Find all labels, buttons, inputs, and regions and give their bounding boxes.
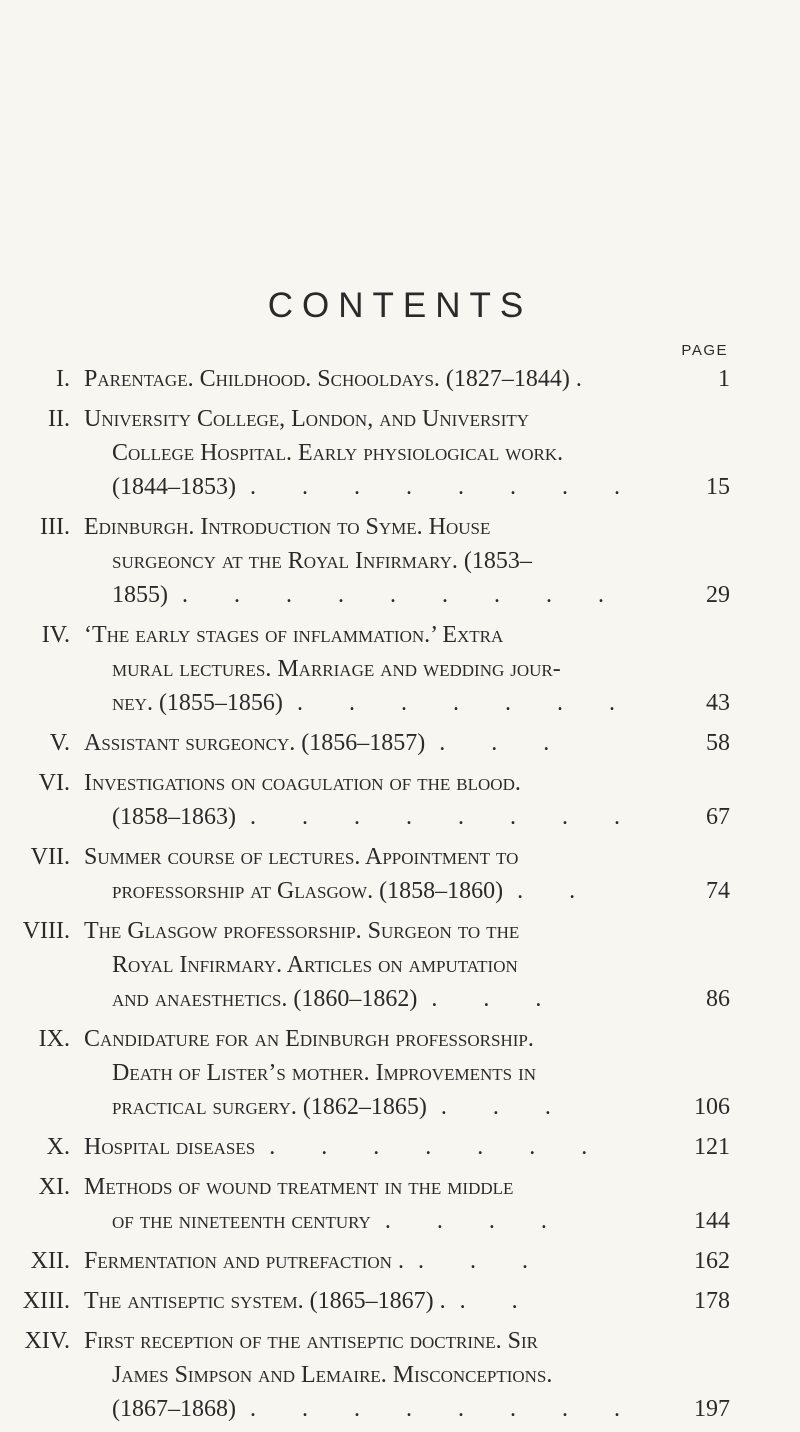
chapter-title-line: (1844–1853) . . . . . . . . [84,470,704,504]
leader-dots: . . [459,1288,538,1314]
chapter-title-line: professorship at Glasgow. (1858–1860) . . [84,874,704,908]
page-number: 144 [694,1208,730,1234]
page-number: 197 [694,1396,730,1422]
chapter-number: I. [56,366,70,392]
contents-heading: CONTENTS [267,286,533,325]
chapter-number: III. [40,514,70,540]
toc-entry [0,726,800,760]
page-number: 86 [706,986,730,1012]
chapter-title-line: Investigations on coagulation of the blood. [84,770,521,796]
contents-list [0,362,800,1432]
chapter-title-line: Parentage. Childhood. Schooldays. (1827–1844) . [84,366,582,392]
chapter-title-line: practical surgery. (1862–1865) . . . [84,1090,704,1124]
chapter-title-line: Assistant surgeoncy. (1856–1857) . . . [84,726,704,760]
chapter-number: VIII. [22,918,70,944]
chapter-title [84,1324,704,1426]
toc-entry [0,362,800,396]
chapter-title-line: Summer course of lectures. Appointment to [84,844,519,870]
chapter-title [84,914,704,1016]
chapter-title [84,766,704,834]
page-column-label: PAGE [681,342,728,359]
page-number: 74 [706,878,730,904]
chapter-number: V. [49,730,70,756]
toc-entry [0,1130,800,1164]
page-number: 67 [706,804,730,830]
chapter-number: VI. [38,770,70,796]
chapter-title [84,1284,704,1318]
chapter-title [84,840,704,908]
page-number: 15 [706,474,730,500]
chapter-title-line: 1855) . . . . . . . . . [84,578,704,612]
chapter-title [84,1022,704,1124]
chapter-number: XI. [38,1174,70,1200]
toc-entry [0,914,800,1016]
chapter-number: XIII. [22,1288,70,1314]
toc-entry [0,1244,800,1278]
page-number: 29 [706,582,730,608]
chapter-number: VII. [30,844,70,870]
chapter-title-line: James Simpson and Lemaire. Misconceptions. [112,1362,553,1388]
leader-dots: . . . [439,730,570,756]
chapter-number: IV. [41,622,70,648]
toc-entry [0,1022,800,1124]
chapter-title-line: (1867–1868) . . . . . . . . [84,1392,704,1426]
chapter-title [84,402,704,504]
chapter-title-line: ney. (1855–1856) . . . . . . . [84,686,704,720]
page-number: 43 [706,690,730,716]
chapter-title-line: College Hospital. Early physiological work. [112,440,564,466]
toc-entry [0,1170,800,1238]
chapter-title-line: University College, London, and University [84,406,530,432]
chapter-number: IX. [38,1026,70,1052]
toc-entry [0,618,800,720]
chapter-number: XIV. [24,1328,70,1354]
chapter-title-line: Edinburgh. Introduction to Syme. House [84,514,491,540]
leader-dots: . . . . . . . . [249,1396,640,1422]
chapter-title-line: of the nineteenth century . . . . [84,1204,704,1238]
page-number: 1 [718,366,730,392]
chapter-title-line: Hospital diseases . . . . . . . [84,1130,704,1164]
page-number: 178 [694,1288,730,1314]
leader-dots: . . . [431,986,562,1012]
toc-entry [0,766,800,834]
page-number: 106 [694,1094,730,1120]
toc-entry [0,510,800,612]
leader-dots: . . [517,878,596,904]
toc-entry [0,1284,800,1318]
chapter-title-line: Candidature for an Edinburgh professorship. [84,1026,534,1052]
chapter-title [84,1170,704,1238]
toc-entry [0,1324,800,1426]
chapter-title-line: (1858–1863) . . . . . . . . [84,800,704,834]
leader-dots: . . . . . . . . [249,804,640,830]
leader-dots: . . . [440,1094,571,1120]
leader-dots: . . . . . . . [269,1134,608,1160]
chapter-title-line: mural lectures. Marriage and wedding jour- [112,656,561,682]
chapter-title-line: Fermentation and putrefaction . . . . [84,1244,704,1278]
leader-dots: . . . . . . . . [249,474,640,500]
chapter-title-line: The Glasgow professorship. Surgeon to the [84,918,520,944]
leader-dots: . . . . . . . . . [182,582,624,608]
chapter-title [84,1130,704,1164]
leader-dots: . . . . . . . [296,690,635,716]
chapter-number: XII. [30,1248,70,1274]
chapter-title-line: Methods of wound treatment in the middle [84,1174,514,1200]
toc-entry [0,840,800,908]
chapter-title [84,510,704,612]
chapter-title [84,1244,704,1278]
chapter-title-line: First reception of the antiseptic doctrine. Sir [84,1328,539,1354]
leader-dots: . . . . [384,1208,567,1234]
chapter-title-line: The antiseptic system. (1865–1867) . . . [84,1284,704,1318]
page-number: 162 [694,1248,730,1274]
chapter-number: II. [48,406,70,432]
leader-dots: . . . [417,1248,548,1274]
chapter-title-line: Death of Lister’s mother. Improvements in [112,1060,537,1086]
chapter-title [84,618,704,720]
toc-entry [0,402,800,504]
chapter-number: X. [46,1134,70,1160]
chapter-title-line: and anaesthetics. (1860–1862) . . . [84,982,704,1016]
chapter-title [84,726,704,760]
chapter-title-line: surgeoncy at the Royal Infirmary. (1853– [112,548,532,574]
page-number: 121 [694,1134,730,1160]
chapter-title [84,362,704,396]
chapter-title-line: Royal Infirmary. Articles on amputation [112,952,518,978]
chapter-title-line: ‘The early stages of inflammation.’ Extra [84,622,504,648]
page-number: 58 [706,730,730,756]
